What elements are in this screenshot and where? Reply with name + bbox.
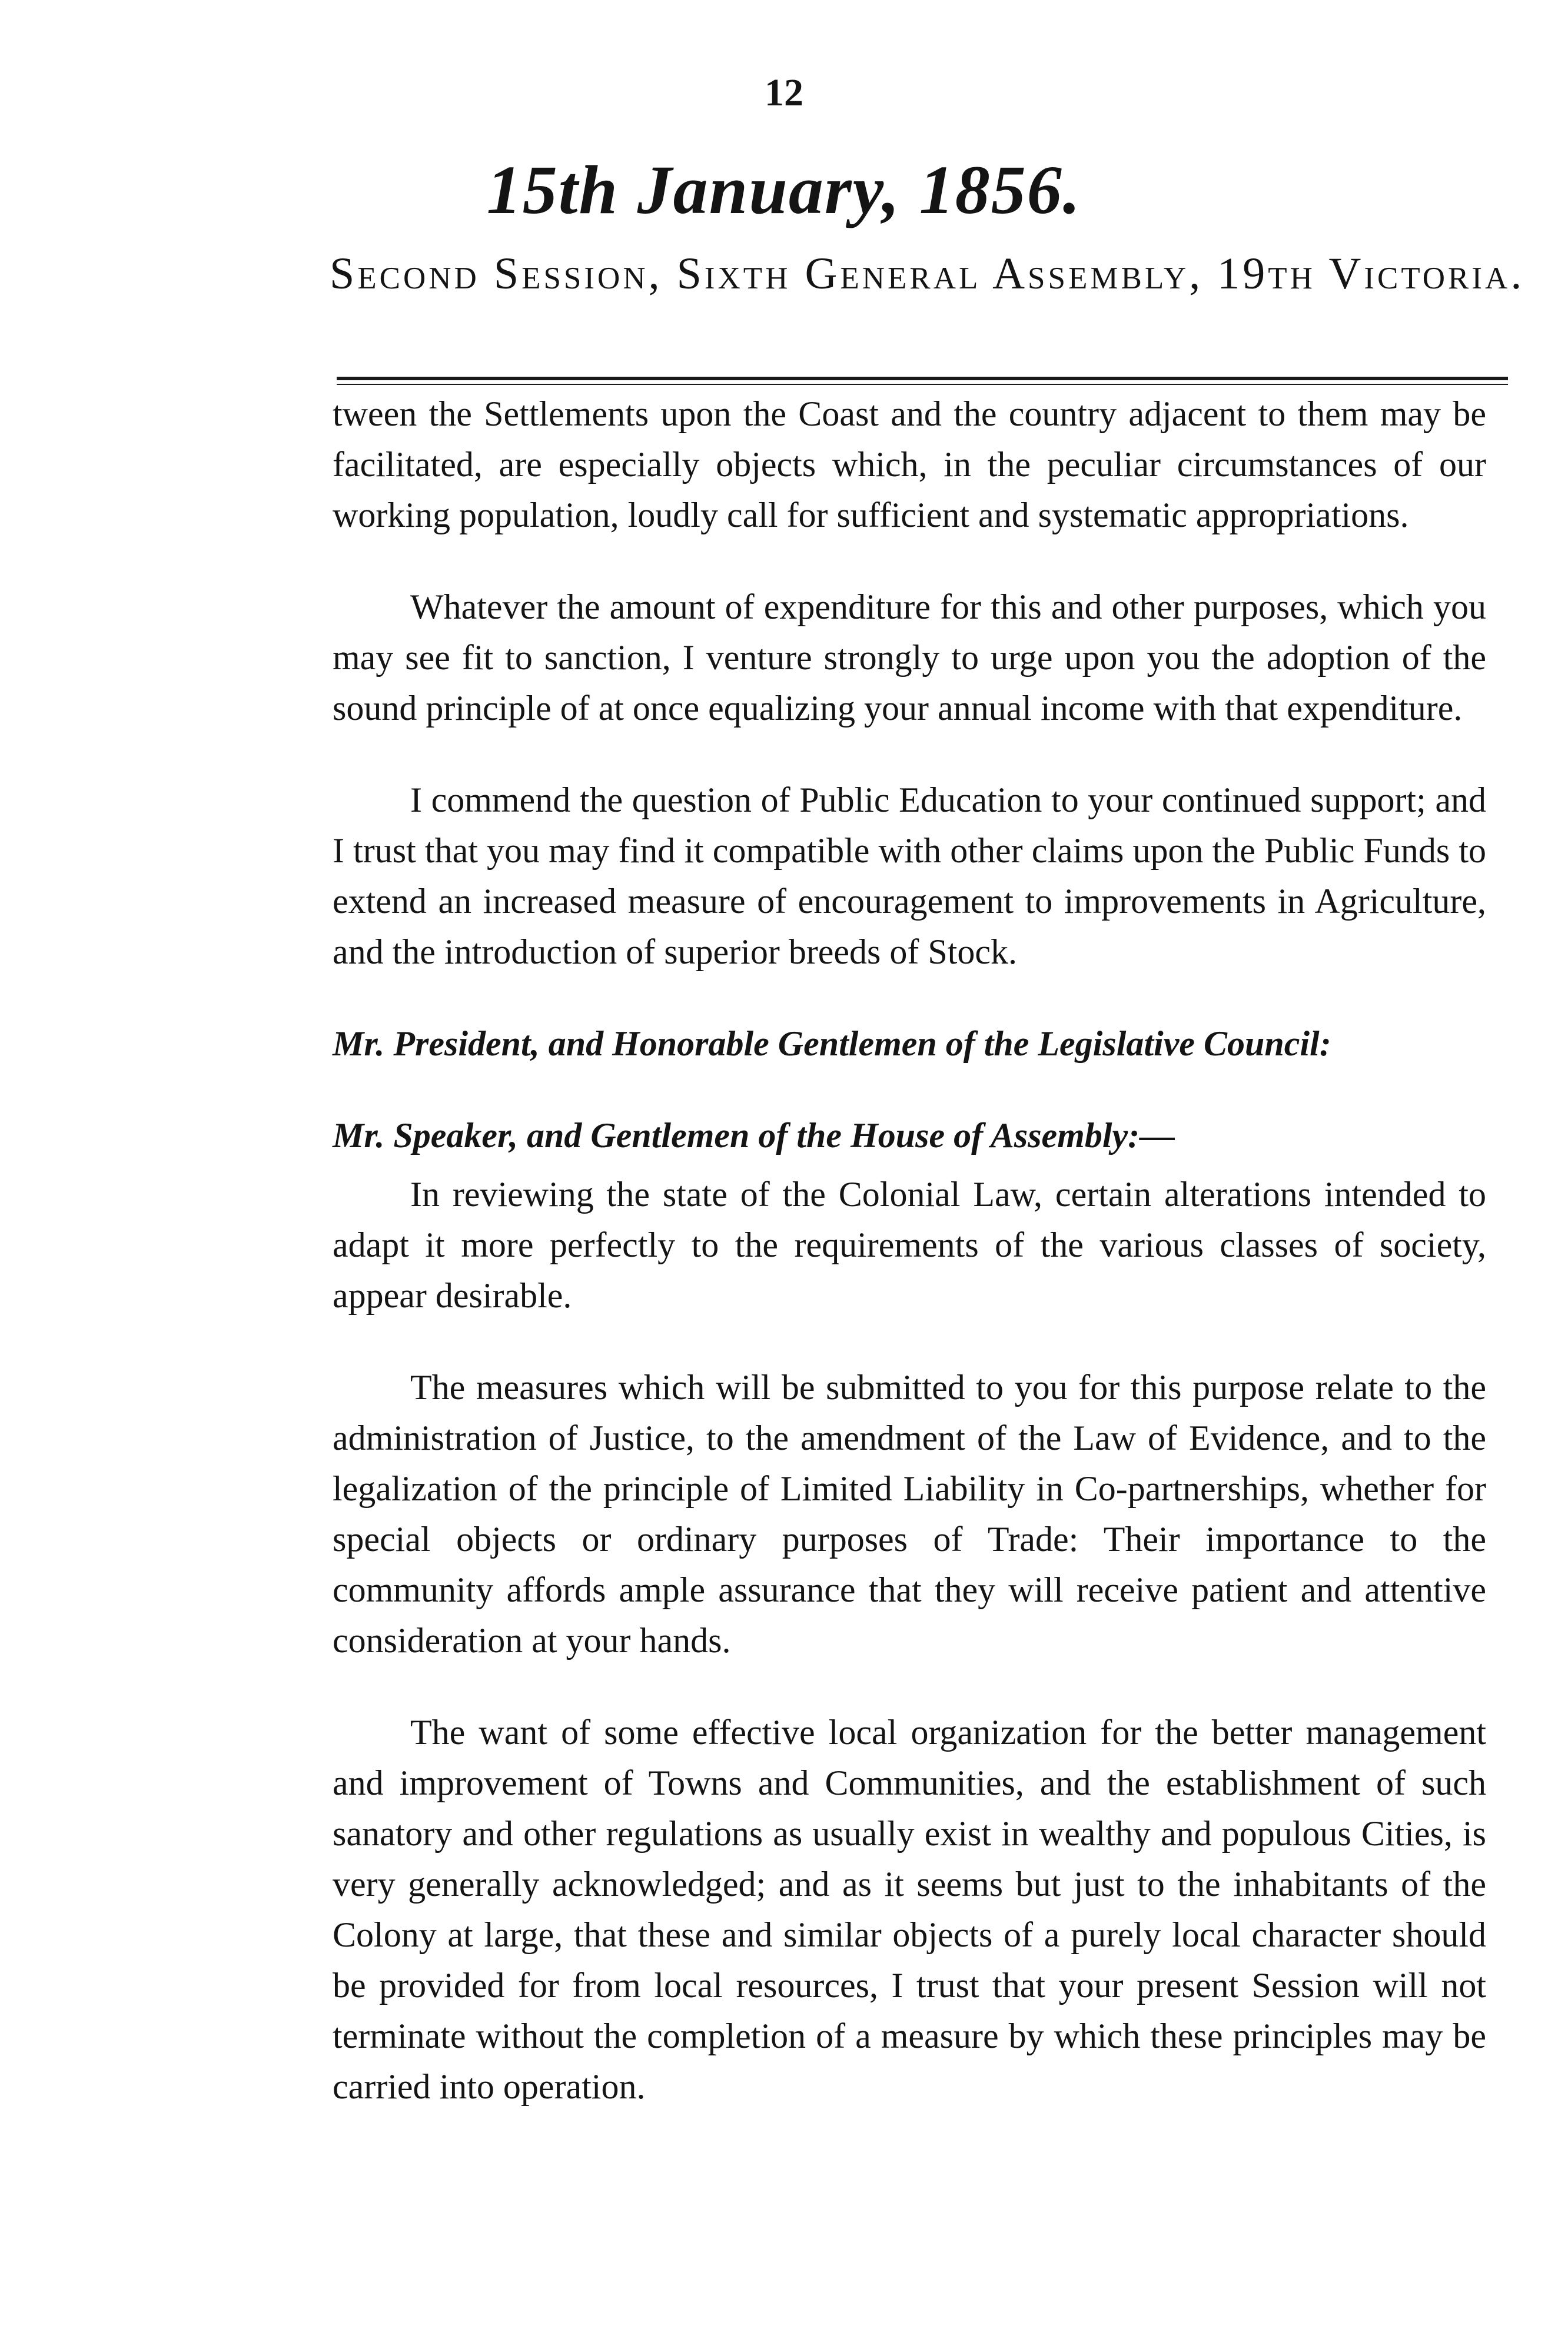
paragraph-expenditure: Whatever the amount of expenditure for this and other purposes, which you may see fit to sanction, I venture strongly to urge upon you the adoption of the sound principle of at once equalizing your annual income with that expenditure. [333, 587, 1486, 728]
page-number: 12 [765, 71, 803, 114]
paragraph-education: I commend the question of Public Education to your continued support; and I trust that you may find it compatible with other claims upon the Public Funds to extend an increased measure of encouragement to improvements in Agriculture, and the introduction of superior breeds of Stock. [333, 780, 1486, 971]
paragraph-measures: The measures which will be submitted to you for this purpose relate to the administration of Justice, to the amendment of the Law of Evidence, and to the legalization of the principle of Limited Liability in Co-partnerships, whether for special objects or ordinary purposes of Trade: Their importance to the community affords ample assurance that they will receive patient and attentive consideration at your hands. [333, 1368, 1486, 1660]
speech-body [333, 388, 1486, 2112]
paragraph-continued: tween the Settlements upon the Coast and the country adjacent to them may be facilitated, are especially objects which, in the peculiar circumstances of our working population, loudly call for sufficient and systematic appropriations. [333, 394, 1486, 534]
date-heading: 15th January, 1856. [486, 151, 1082, 228]
paragraph-local-organization: The want of some effective local organization for the better management and improvement of Towns and Communities, and the establishment of such sanatory and other regulations as usually exist in wealthy and populous Cities, is very generally acknowledged; and as it seems but just to the inhabitants of the Colony at large, that these and similar objects of a purely local character should be provided for from local resources, I trust that your present Session will not terminate without the completion of a measure by which these principles may be carried into operation. [333, 1713, 1486, 2106]
paragraph-colonial-law: In reviewing the state of the Colonial Law, certain alterations intended to adapt it more perfectly to the requirements of the various classes of society, appear desirable. [333, 1175, 1486, 1315]
session-subheading: Second Session, Sixth General Assembly, 19th Victoria. [330, 249, 1525, 298]
address-legislative-council: Mr. President, and Honorable Gentlemen of the Legislative Council: [333, 1024, 1331, 1063]
address-house-of-assembly: Mr. Speaker, and Gentlemen of the House of Assembly:— [333, 1116, 1175, 1155]
